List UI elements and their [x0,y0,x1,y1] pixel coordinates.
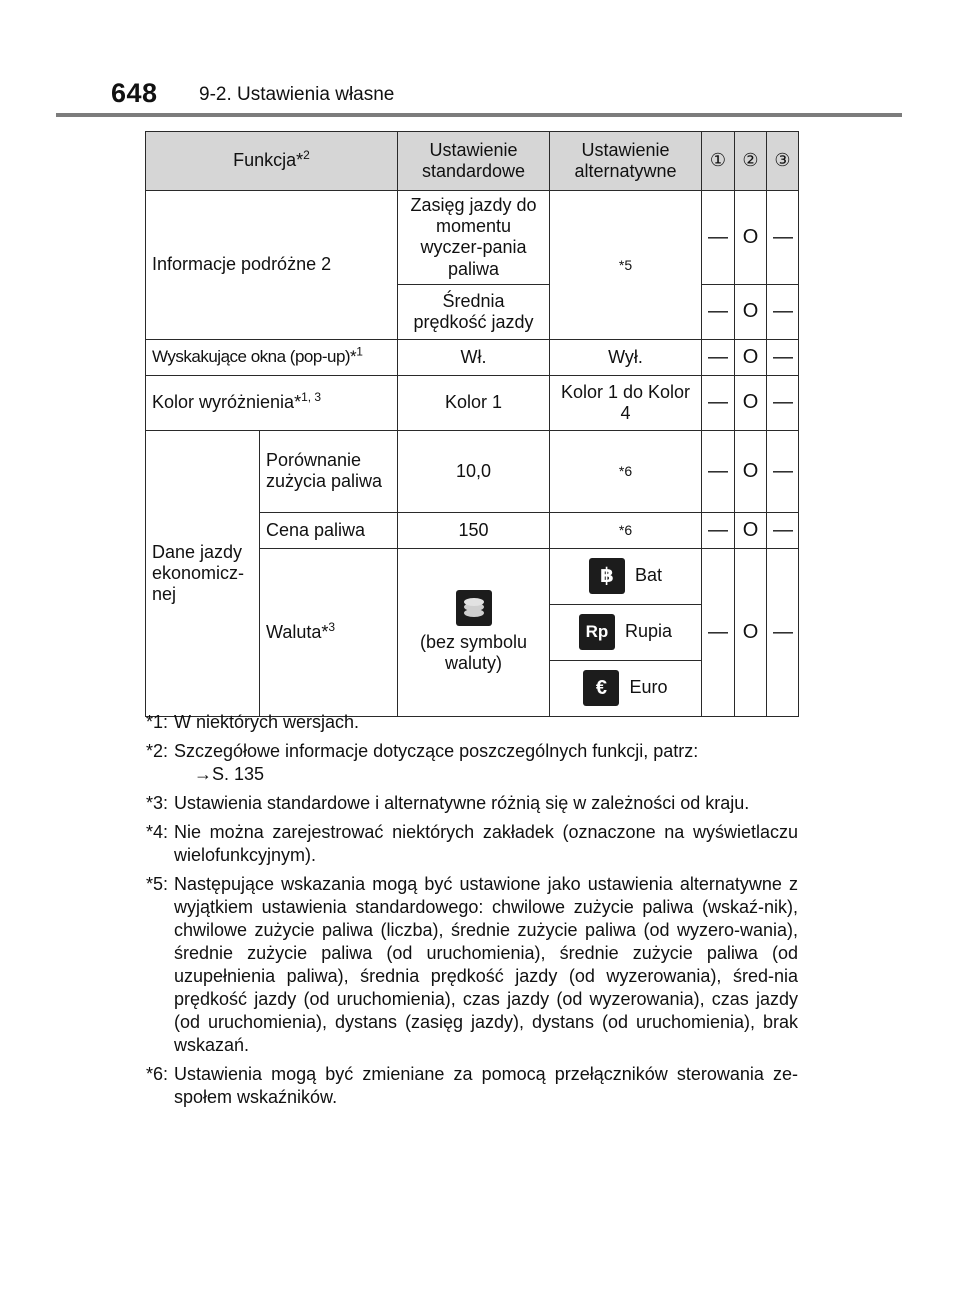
fuel-price-label: Cena paliwa [260,512,398,548]
footnote: *1: W niektórych wersjach. [146,712,360,732]
mark-circle: O [735,191,767,285]
table-row [146,430,799,512]
header-col-1: ① [702,132,735,191]
header-default: Ustawienie standardowe [398,132,550,191]
mark-dash: — [702,284,735,339]
travel-default-speed: Średnia prędkość jazdy [398,284,550,339]
travel-alternative: *5 [550,191,702,340]
mark-dash: — [767,375,799,430]
row-label-travel-info: Informacje podróżne 2 [146,191,398,340]
header-alternative: Ustawienie alternatywne [550,132,702,191]
header-col-2: ② [735,132,767,191]
fuel-comparison-default: 10,0 [398,430,550,512]
mark-circle: O [735,375,767,430]
table-header-row [146,132,799,191]
footnote: *3: Ustawienia standardowe i alternatywne różnią się w zależności od kraju. [146,793,750,813]
mark-circle: O [735,339,767,375]
mark-dash: — [702,339,735,375]
footnote: *2: Szczegółowe informacje dotyczące poszczególnych funkcji, patrz: →S. 135 [146,740,798,786]
currency-option-rupiah: Rp Rupia [550,604,702,660]
footnote: *4: Nie można zarejestrować niektórych zakładek (oznaczone na wyświetlaczu wielofunkcyjnym). [146,822,798,865]
page-reference: →S. 135 [194,764,265,784]
mark-dash: — [767,284,799,339]
mark-dash: — [767,512,799,548]
travel-default-range: Zasięg jazdy do momentu wyczer-pania paliwa [398,191,550,285]
row-label-eco-data: Dane jazdy ekonomicz-nej [146,430,260,716]
mark-circle: O [735,284,767,339]
mark-dash: — [702,548,735,716]
rupiah-icon: Rp [579,614,615,650]
mark-dash: — [702,512,735,548]
header-col-3: ③ [767,132,799,191]
mark-dash: — [767,430,799,512]
mark-dash: — [767,548,799,716]
mark-dash: — [702,191,735,285]
row-label-popup: Wyskakujące okna (pop-up)*$^1$ [146,339,398,375]
table-row [146,375,799,430]
mark-circle: O [735,430,767,512]
fuel-comparison-alternative: *6 [550,430,702,512]
euro-icon: € [583,670,619,706]
baht-icon: ฿ [589,558,625,594]
currency-option-baht: ฿ Bat [550,548,702,604]
header-divider [56,113,902,117]
row-label-highlight-color: Kolor wyróżnienia*$^{1, 3}$ [146,375,398,430]
popup-default: Wł. [398,339,550,375]
color-default: Kolor 1 [398,375,550,430]
mark-dash: — [767,191,799,285]
fuel-comparison-label: Porównanie zużycia paliwa [260,430,398,512]
header-function: Funkcja*$^2$ [146,132,398,191]
table-row [146,339,799,375]
footnote: *6: Ustawienia mogą być zmieniane za pomocą przełączników sterowania ze-społem wskaźników. [146,1064,798,1107]
popup-alternative: Wył. [550,339,702,375]
fuel-price-default: 150 [398,512,550,548]
mark-circle: O [735,548,767,716]
color-alternative: Kolor 1 do Kolor 4 [550,375,702,430]
page-number: 648 [111,78,158,108]
footnotes [146,711,798,1115]
section-title: 9-2. Ustawienia własne [199,84,395,105]
settings-table [145,131,799,717]
currency-default: (bez symbolu waluty) [398,548,550,716]
currency-label: Waluta*$^3$ [260,548,398,716]
mark-dash: — [702,430,735,512]
mark-circle: O [735,512,767,548]
mark-dash: — [702,375,735,430]
fuel-price-alternative: *6 [550,512,702,548]
table-row [146,191,799,285]
currency-option-euro: € Euro [550,660,702,716]
coins-icon [456,590,492,626]
mark-dash: — [767,339,799,375]
footnote: *5: Następujące wskazania mogą być ustawione jako ustawienia alternatywne z wyjątkiem ustawienia standardowego: chwilowe zużycie paliwa (wskaź-nik), chwilowe zużycie paliwa (liczba), średnie zużycie paliwa (od wyzero-wania), średnie zużycie paliwa (od uruchomienia), średnie zużycie paliwa (od uzupełnienia paliwa), średnia prędkość jazdy (od wyzerowania), śred-nia prędkość jazdy (od uruchomienia), czas jazdy (od wyzerowania), czas jazdy (od uruchomienia), dystans (zasięg jazdy), dystans (od uruchomienia), brak wskazań. [146,874,798,1055]
